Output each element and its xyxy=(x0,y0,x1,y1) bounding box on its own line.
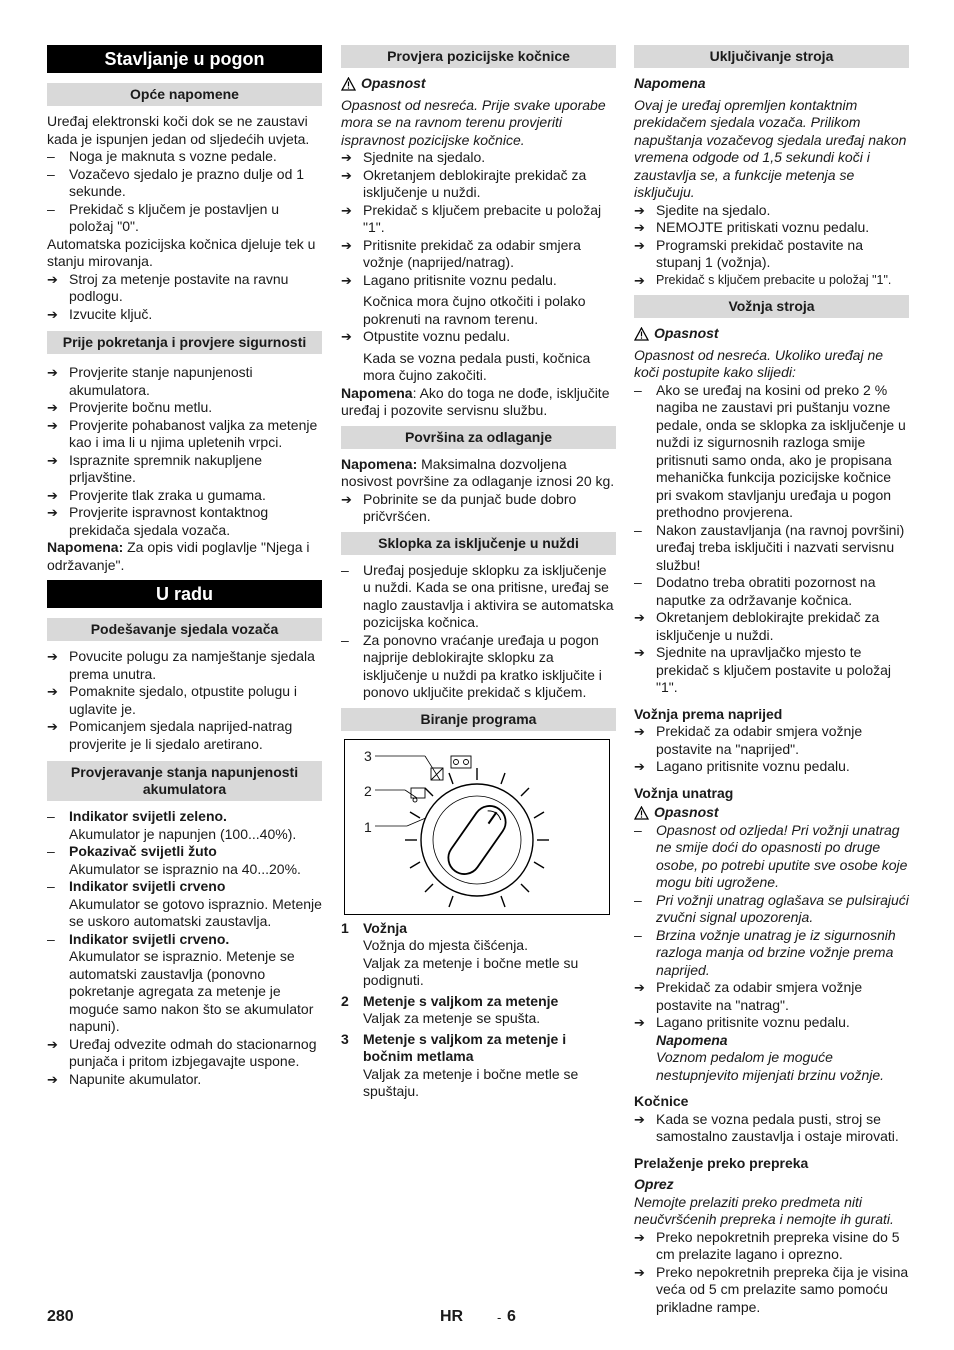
arrow-right-icon: ➔ xyxy=(47,271,58,287)
heading-naprijed: Vožnja prema naprijed xyxy=(634,705,783,722)
instruction-step: ➔ Pomicanjem sjedala naprijed-natrag provjerite je li sjedalo aretirano. xyxy=(47,718,293,752)
instruction-step: ➔ Ispraznite spremnik nakupljene prljavštine. xyxy=(47,451,262,485)
arrow-right-icon: ➔ xyxy=(634,272,645,288)
dash-bullet: – xyxy=(634,381,642,398)
arrow-right-icon: ➔ xyxy=(634,1264,645,1280)
danger-text: Opasnost od nesreća. Prije svake uporabe mora se na ravnom terenu provjeriti ispravnost pozicijske kočnice. xyxy=(341,96,606,148)
instruction-step: ➔ Prekidač s ključem prebacite u položaj "1". xyxy=(634,272,892,288)
program-desc: Valjak za metenje i bočne metle su podignuti. xyxy=(363,954,579,988)
dash-bullet: – xyxy=(634,891,642,908)
note-paragraph: Napomena: Ako do toga ne dođe, isključite uređaj i pozovite servisnu službu. xyxy=(341,384,610,418)
dash-bullet: – xyxy=(634,574,642,590)
arrow-right-icon: ➔ xyxy=(634,980,645,995)
danger-heading: Opasnost xyxy=(634,325,909,343)
subsection-title-podesavanje: Podešavanje sjedala vozača xyxy=(47,618,322,641)
instruction-step: ➔ Kada se vozna pedala pusti, stroj se samostalno zaustavlja i ostaje mirovati. xyxy=(634,1110,899,1144)
local-page-number: 6 xyxy=(507,1308,516,1325)
note-paragraph: Napomena: Za opis vidi poglavlje "Njega i održavanje". xyxy=(47,539,310,573)
indicator-desc: Akumulator je napunjen (100...40%). xyxy=(69,825,297,842)
list-item: – Pri vožnji unatrag oglašava se pulsirajući zvučni signal upozorenja. xyxy=(634,891,909,925)
indicator-title: Indikator svijetli zeleno. xyxy=(69,808,227,824)
dash-bullet: – xyxy=(47,930,55,947)
program-number: 2 xyxy=(341,992,349,1009)
arrow-right-icon: ➔ xyxy=(47,719,58,734)
list-item: – Prekidač s ključem je postavljen u položaj "0". xyxy=(47,200,280,234)
instruction-step: ➔ Provjerite ispravnost kontaktnog prekidača sjedala vozača. xyxy=(47,504,269,538)
program-number: 1 xyxy=(341,919,349,936)
note-heading: Napomena xyxy=(634,75,706,91)
heading-prelazenje: Prelaženje preko prepreka xyxy=(634,1154,809,1171)
indicator-item xyxy=(47,808,322,843)
indicator-item xyxy=(47,878,322,931)
arrow-right-icon: ➔ xyxy=(634,1015,645,1030)
footer-separator: - xyxy=(497,1310,502,1325)
arrow-right-icon: ➔ xyxy=(341,167,352,183)
indicator-item xyxy=(47,931,322,1036)
instruction-step: ➔ Pomaknite sjedalo, otpustite polugu i uglavite je. xyxy=(47,683,298,717)
arrow-right-icon: ➔ xyxy=(47,487,58,503)
instruction-step: ➔ Prekidač s ključem prebacite u položaj "1". xyxy=(341,201,602,235)
dash-bullet: – xyxy=(47,165,55,182)
subsection-title-povrsina: Površina za odlaganje xyxy=(341,426,616,449)
subsection-title-biranje: Biranje programa xyxy=(341,708,616,731)
instruction-step: ➔ Sjednite na upravljačko mjesto te prekidač s ključem postavite u položaj "1". xyxy=(634,644,892,695)
instruction-step: ➔ Okretanjem deblokirajte prekidač za isključenje u nuždi. xyxy=(634,609,880,643)
step-result: Kada se vozna pedala pusti, kočnica mora čujno zakočiti. xyxy=(363,349,591,383)
program-desc: Valjak za metenje i bočne metle se spuštaju. xyxy=(363,1065,579,1099)
list-item: – Uređaj posjeduje sklopku za isključenje u nuždi. Kada se ona pritisne, uređaj se naglo zaustavlja i aktivira se automatska pozicijska kočnica. xyxy=(341,561,614,630)
arrow-right-icon: ➔ xyxy=(47,452,58,468)
list-item: – Brzina vožnje unatrag je iz sigurnosnih razloga manja od brzine vožnje prema naprijed. xyxy=(634,926,896,978)
subsection-title-sklopka: Sklopka za isključenje u nuždi xyxy=(341,532,616,555)
instruction-step: ➔ Lagano pritisnite voznu pedalu. xyxy=(634,758,850,774)
subsection-title-opce: Opće napomene xyxy=(47,83,322,106)
instruction-step: ➔ Uređaj odvezite odmah do stacionarnog punjača i pritom izbjegavajte uspone. xyxy=(47,1035,317,1069)
instruction-step: ➔ Pobrinite se da punjač bude dobro pričvršćen. xyxy=(341,490,577,524)
arrow-right-icon: ➔ xyxy=(341,329,352,344)
page-number: 280 xyxy=(47,1308,74,1325)
note-text: Voznom pedalom je moguće nestupnjevito mijenjati brzinu vožnje. xyxy=(656,1049,885,1083)
arrow-right-icon: ➔ xyxy=(634,202,645,218)
indicator-title: Indikator svijetli crveno xyxy=(69,878,226,894)
figure-label-1: 1 xyxy=(364,818,372,835)
arrow-right-icon: ➔ xyxy=(47,400,58,415)
list-item: – Vozačevo sjedalo je prazno dulje od 1 sekunde. xyxy=(47,165,305,199)
instruction-step: ➔ Preko nepokretnih prepreka visine do 5 cm prelazite lagano i oprezno. xyxy=(634,1228,900,1262)
instruction-step: ➔ Provjerite pohabanost valjka za metenje kao i ima li u njima upletenih vrpci. xyxy=(47,416,318,450)
program-title: Metenje s valjkom za metenje i bočnim metlama xyxy=(363,1030,567,1064)
indicator-item xyxy=(47,843,322,878)
figure-label-2: 2 xyxy=(364,782,372,799)
arrow-right-icon: ➔ xyxy=(341,237,352,253)
danger-text: Opasnost od nesreća. Ukoliko uređaj ne koči postupite kako slijedi: xyxy=(634,346,884,380)
list-item: – Za ponovno vraćanje uređaja u pogon najprije deblokirajte sklopku za isključenje u nuždi pa kratko isključite i ponovo uključite prekidač s ključem. xyxy=(341,631,602,700)
subsection-title-provjera: Provjera pozicijske kočnice xyxy=(341,45,616,68)
arrow-right-icon: ➔ xyxy=(634,1111,645,1127)
program-selector-figure xyxy=(344,739,610,915)
arrow-right-icon: ➔ xyxy=(47,684,58,699)
instruction-step: ➔ Programski prekidač postavite na stupanj 1 (vožnja). xyxy=(634,236,863,270)
instruction-step: ➔ Provjerite bočnu metlu. xyxy=(47,399,213,415)
instruction-step: ➔ Povucite polugu za namještanje sjedala prema unutra. xyxy=(47,648,315,682)
step-result: Kočnica mora čujno otkočiti i polako pokrenuti na ravnom terenu. xyxy=(363,293,586,327)
dash-bullet: – xyxy=(634,926,642,943)
program-dial-illustration xyxy=(345,740,609,914)
dash-bullet: – xyxy=(47,808,55,824)
dash-bullet: – xyxy=(47,200,55,217)
instruction-step: ➔ Lagano pritisnite voznu pedalu. xyxy=(634,1014,850,1030)
heading-unatrag: Vožnja unatrag xyxy=(634,784,734,801)
indicator-title: Pokazivač svijetli žuto xyxy=(69,843,217,859)
list-item: – Nakon zaustavljanja (na ravnoj površini) uređaj treba isključiti i nazvati servisnu službu! xyxy=(634,521,905,573)
dash-bullet: – xyxy=(341,631,349,648)
indicator-desc: Akumulator se ispraznio. Metenje se automatski zaustavlja (ponovno pokretanje agregata za metenje je moguće samo nakon što se akumulator napuni). xyxy=(69,948,314,1034)
instruction-step: ➔ Izvucite ključ. xyxy=(47,305,153,322)
instruction-step: ➔ Otpustite voznu pedalu. xyxy=(341,328,511,344)
note-heading: Napomena xyxy=(656,1031,728,1048)
instruction-step: ➔ NEMOJTE pritiskati voznu pedalu. xyxy=(634,219,870,235)
arrow-right-icon: ➔ xyxy=(341,272,352,288)
section-title-stavljanje: Stavljanje u pogon xyxy=(47,45,322,73)
subsection-title-prije: Prije pokretanja i provjere sigurnosti xyxy=(47,331,322,354)
arrow-right-icon: ➔ xyxy=(47,417,58,433)
arrow-right-icon: ➔ xyxy=(634,759,645,774)
instruction-step: ➔ Lagano pritisnite voznu pedalu. xyxy=(341,271,557,288)
paragraph: Automatska pozicijska kočnica djeluje tek u stanju mirovanja. xyxy=(47,235,316,269)
instruction-step: ➔ Okretanjem deblokirajte prekidač za isključenje u nuždi. xyxy=(341,166,587,200)
arrow-right-icon: ➔ xyxy=(47,365,58,380)
instruction-step: ➔ Provjerite tlak zraka u gumama. xyxy=(47,486,266,503)
arrow-right-icon: ➔ xyxy=(47,505,58,520)
subsection-title-provjeravanje: Provjeravanje stanja napunjenosti akumulatora xyxy=(47,761,322,801)
column-3 xyxy=(634,45,909,1316)
instruction-step: ➔ Sjednite na sjedalo. xyxy=(341,149,486,165)
arrow-right-icon: ➔ xyxy=(341,150,352,165)
instruction-step: ➔ Pritisnite prekidač za odabir smjera vožnje (naprijed/natrag). xyxy=(341,236,581,270)
arrow-right-icon: ➔ xyxy=(47,306,58,322)
arrow-right-icon: ➔ xyxy=(634,610,645,625)
note-paragraph: Napomena: Maksimalna dozvoljena nosivost površine za odlaganje iznosi 20 kg. xyxy=(341,455,615,489)
program-number: 3 xyxy=(341,1030,349,1047)
instruction-step: ➔ Napunite akumulator. xyxy=(47,1070,202,1087)
program-item xyxy=(341,1031,616,1101)
instruction-step: ➔ Prekidač za odabir smjera vožnje postavite na "naprijed". xyxy=(634,723,863,757)
indicator-title: Indikator svijetli crveno. xyxy=(69,930,230,947)
danger-heading: Opasnost xyxy=(634,804,909,822)
program-title: Metenje s valjkom za metenje xyxy=(363,992,559,1009)
language-code: HR xyxy=(440,1308,464,1325)
subsection-title-ukljucivanje: Uključivanje stroja xyxy=(634,45,909,68)
arrow-right-icon: ➔ xyxy=(47,1036,58,1052)
caution-text: Nemojte prelaziti preko predmeta niti neučvršćenih prepreka i nemojte ih gurati. xyxy=(634,1193,894,1227)
instruction-step: ➔ Preko nepokretnih prepreka čija je visina veća od 5 cm prelazite samo pomoću prikladne rampe. xyxy=(634,1263,909,1315)
column-2 xyxy=(341,45,616,1101)
column-1 xyxy=(47,45,322,1088)
caution-heading: Oprez xyxy=(634,1176,674,1192)
program-item xyxy=(341,993,616,1028)
instruction-step: ➔ Sjedite na sjedalo. xyxy=(634,201,771,218)
dash-bullet: – xyxy=(47,878,55,894)
arrow-right-icon: ➔ xyxy=(634,724,645,739)
subsection-title-voznja: Vožnja stroja xyxy=(634,295,909,318)
instruction-step: ➔ Stroj za metenje postavite na ravnu podlogu. xyxy=(47,270,289,304)
dash-bullet: – xyxy=(47,843,55,859)
note-text: Ovaj je uređaj opremljen kontaktnim prekidačem sjedala vozača. Prilikom napuštanja vozačevog sjedala uređaj nakon vremena odgode od 1,5 sekundi koči i zaustavlja se, a funkcije metenja se isključuju. xyxy=(634,96,907,200)
list-item: – Noga je maknuta s vozne pedale. xyxy=(47,148,277,164)
heading-kocnice: Kočnice xyxy=(634,1093,689,1109)
danger-heading: Opasnost xyxy=(341,75,616,93)
program-desc: Vožnja do mjesta čišćenja. xyxy=(363,937,528,953)
arrow-right-icon: ➔ xyxy=(634,645,645,660)
program-item xyxy=(341,920,616,990)
arrow-right-icon: ➔ xyxy=(47,649,58,664)
indicator-desc: Akumulator se gotovo ispraznio. Metenje se uskoro automatski zaustavlja. xyxy=(69,895,322,929)
paragraph: Uređaj elektronski koči dok se ne zaustavi kada je ispunjen jedan od sljedećih uvjeta. xyxy=(47,113,310,147)
list-item: – Opasnost od ozljeda! Pri vožnji unatrag ne smije doći do opasnosti po druge osobe, po potrebi uputite sve osobe koje mogu biti ugrožene. xyxy=(634,821,908,890)
arrow-right-icon: ➔ xyxy=(341,202,352,218)
warning-triangle-icon xyxy=(634,327,649,341)
warning-triangle-icon xyxy=(341,77,356,91)
warning-triangle-icon xyxy=(634,806,649,820)
figure-label-3: 3 xyxy=(364,747,372,764)
arrow-right-icon: ➔ xyxy=(341,491,352,507)
dash-bullet: – xyxy=(634,521,642,538)
dash-bullet: – xyxy=(341,561,349,578)
instruction-step: ➔ Prekidač za odabir smjera vožnje postavite na "natrag". xyxy=(634,979,863,1013)
list-item: – Dodatno treba obratiti pozornost na naputke za održavanje kočnica. xyxy=(634,574,876,608)
dash-bullet: – xyxy=(47,148,55,164)
arrow-right-icon: ➔ xyxy=(47,1071,58,1087)
dash-bullet: – xyxy=(634,821,642,838)
arrow-right-icon: ➔ xyxy=(634,220,645,235)
list-item: – Ako se uređaj na kosini od preko 2 % nagiba ne zaustavi pri puštanju vozne pedale, onda se sklopka za isključenje u nuždi iz sigurnosnih razloga smije pritisnuti samo onda, ako je propisana mehanička funkcija pozicijske kočnice pri svakom stavljanju uređaja u pogon prethodno provjerena. xyxy=(634,381,906,520)
program-title: Vožnja xyxy=(363,919,408,936)
section-title-uradu: U radu xyxy=(47,580,322,608)
program-desc: Valjak za metenje se spušta. xyxy=(363,1010,541,1026)
arrow-right-icon: ➔ xyxy=(634,1229,645,1245)
indicator-desc: Akumulator se ispraznio na 40...20%. xyxy=(69,860,301,877)
instruction-step: ➔ Provjerite stanje napunjenosti akumulatora. xyxy=(47,364,253,398)
arrow-right-icon: ➔ xyxy=(634,237,645,253)
